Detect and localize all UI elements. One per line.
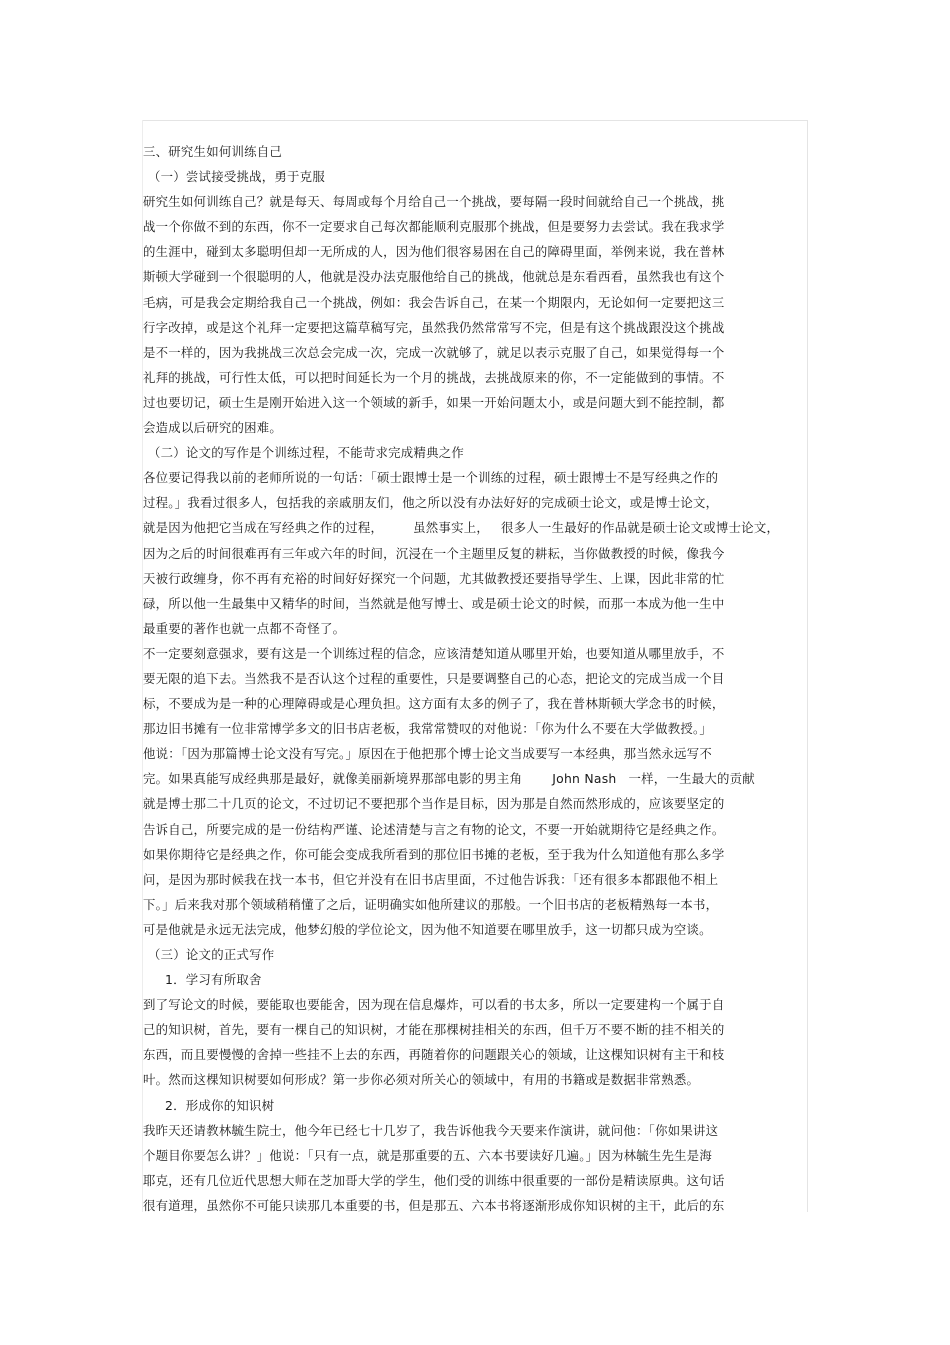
text-run: 就是因为他把它当成在写经典之作的过程， [143,520,384,536]
paragraph-line: 叶。然而这棵知识树要如何形成？第一步你必须对所关心的领域中，有用的书籍或是数据非常熟悉。 [143,1072,700,1088]
page-border-top [142,120,808,121]
paragraph-line: 天被行政缠身，你不再有充裕的时间好好探究一个问题，尤其做教授还要指导学生、上课，因此非常的忙 [143,570,725,586]
paragraph-line: 东西，而且要慢慢的舍掉一些挂不上去的东西，再随着你的问题跟关心的领域，让这棵知识树有主干和枝 [143,1047,725,1063]
paragraph-line: 我昨天还请教林毓生院士，他今年已经七十几岁了，我告诉他我今天要来作演讲，就问他：「你如果讲这 [143,1122,719,1138]
paragraph-line: 就是博士那二十几页的论文，不过切记不要把那个当作是目标，因为那是自然而然形成的，应该要坚定的 [143,796,725,812]
paragraph-line: 毛病，可是我会定期给我自己一个挑战，例如：我会告诉自己，在某一个期限内，无论如何一定要把这三 [143,294,725,310]
paragraph-line: 斯顿大学碰到一个很聪明的人，他就是没办法克服他给自己的挑战，他就总是东看西看，虽然我也有这个 [143,269,725,285]
paragraph-line: 各位要记得我以前的老师所说的一句话：「硕士跟博士是一个训练的过程，硕士跟博士不是写经典之作的 [143,470,719,486]
paragraph-line: 耶克，还有几位近代思想大师在芝加哥大学的学生，他们受的训练中很重要的一部份是精读原典。这句话 [143,1172,725,1188]
paragraph-line: 下。」后来我对那个领域稍稍懂了之后，证明确实如他所建议的那般。一个旧书店的老板精熟每一本书， [143,896,719,912]
paragraph-line: 己的知识树，首先，要有一棵自己的知识树，才能在那棵树挂相关的东西，但千万不要不断的挂不相关的 [143,1022,725,1038]
subsection-heading-1: （一）尝试接受挑战，勇于克服 [148,169,325,185]
paragraph-line: 行字改掉，或是这个礼拜一定要把这篇草稿写完，虽然我仍然常常写不完，但是有这个挑战跟没这个挑战 [143,319,725,335]
paragraph-line: 到了写论文的时候，要能取也要能舍，因为现在信息爆炸，可以看的书太多，所以一定要建构一个属于自 [143,997,725,1013]
text-run: 完。如果真能写成经典那是最好，就像美丽新境界那部电影的男主角 [143,771,523,787]
paragraph-line: 很有道理，虽然你不可能只读那几本重要的书，但是那五、六本书将逐渐形成你知识树的主干，此后的东 [143,1197,725,1213]
paragraph-line: 个题目你要怎么讲？」他说：「只有一点，就是那重要的五、六本书要读好几遍。」因为林毓生先生是海 [143,1147,713,1163]
paragraph-line: 最重要的著作也就一点都不奇怪了。 [143,620,346,636]
text-run: 很多人一生最好的作品就是硕士论文或博士论文， [501,520,780,536]
text-run-name: John Nash [552,771,617,787]
text-run: 虽然事实上， [413,520,490,536]
text-run: 一样，一生最大的贡献 [628,771,755,787]
paragraph-line: 的生涯中，碰到太多聪明但却一无所成的人，因为他们很容易困在自己的障碍里面，举例来说，我在普林 [143,244,725,260]
paragraph-line: 标，不要成为是一种的心理障碍或是心理负担。这方面有太多的例子了，我在普林斯顿大学念书的时候， [143,696,725,712]
paragraph-line: 问，是因为那时候我在找一本书，但它并没有在旧书店里面，不过他告诉我：「还有很多本都跟他不相上 [143,871,719,887]
paragraph-line: 他说：「因为那篇博士论文没有写完。」原因在于他把那个博士论文当成要写一本经典，那当然永远写不 [143,746,713,762]
numbered-heading-2: 2．形成你的知识树 [165,1097,275,1113]
paragraph-line: 研究生如何训练自己？就是每天、每周或每个月给自己一个挑战，要每隔一段时间就给自己一个挑战，挑 [143,194,725,210]
paragraph-line: 碌，所以他一生最集中又精华的时间，当然就是他写博士、或是硕士论文的时候，而那一本成为他一生中 [143,595,725,611]
paragraph-line: 战一个你做不到的东西，你不一定要求自己每次都能顺利克服那个挑战，但是要努力去尝试。我在我求学 [143,219,725,235]
paragraph-line: 可是他就是永远无法完成，他梦幻般的学位论文，因为他不知道要在哪里放手，这一切都只成为空谈。 [143,921,712,937]
paragraph-line: 过也要切记，硕士生是刚开始进入这一个领域的新手，如果一开始问题太小，或是问题大到不能控制，都 [143,394,725,410]
paragraph-line: 礼拜的挑战，可行性太低，可以把时间延长为一个月的挑战，去挑战原来的你，不一定能做到的事情。不 [143,369,725,385]
paragraph-line [143,766,823,791]
paragraph-line: 告诉自己，所要完成的是一份结构严谨、论述清楚与言之有物的论文，不要一开始就期待它是经典之作。 [143,821,725,837]
paragraph-line: 那边旧书摊有一位非常博学多文的旧书店老板，我常常赞叹的对他说：「你为什么不要在大学做教授。」 [143,721,713,737]
numbered-heading-1: 1．学习有所取舍 [165,972,262,988]
paragraph-line: 如果你期待它是经典之作，你可能会变成我所看到的那位旧书摊的老板，至于我为什么知道他有那么多学 [143,846,725,862]
paragraph-line: 是不一样的，因为我挑战三次总会完成一次，完成一次就够了，就足以表示克服了自己，如果觉得每一个 [143,344,725,360]
document-page [143,139,823,1218]
paragraph-line: 因为之后的时间很难再有三年或六年的时间，沉浸在一个主题里反复的耕耘，当你做教授的时候，像我今 [143,545,725,561]
paragraph-line: 不一定要刻意强求，要有这是一个训练过程的信念，应该清楚知道从哪里开始，也要知道从哪里放手，不 [143,645,725,661]
paragraph-line: 要无限的追下去。当然我不是否认这个过程的重要性，只是要调整自己的心态，把论文的完成当成一个目 [143,670,725,686]
paragraph-line: 过程。」我看过很多人，包括我的亲戚朋友们，他之所以没有办法好好的完成硕士论文，或是博士论文， [143,495,719,511]
section-heading: 三、研究生如何训练自己 [143,144,283,159]
subsection-heading-2: （二）论文的写作是个训练过程，不能苛求完成精典之作 [148,445,465,461]
subsection-heading-3: （三）论文的正式写作 [148,947,275,962]
paragraph-line: 会造成以后研究的困难。 [143,420,283,436]
paragraph-line [143,515,823,540]
